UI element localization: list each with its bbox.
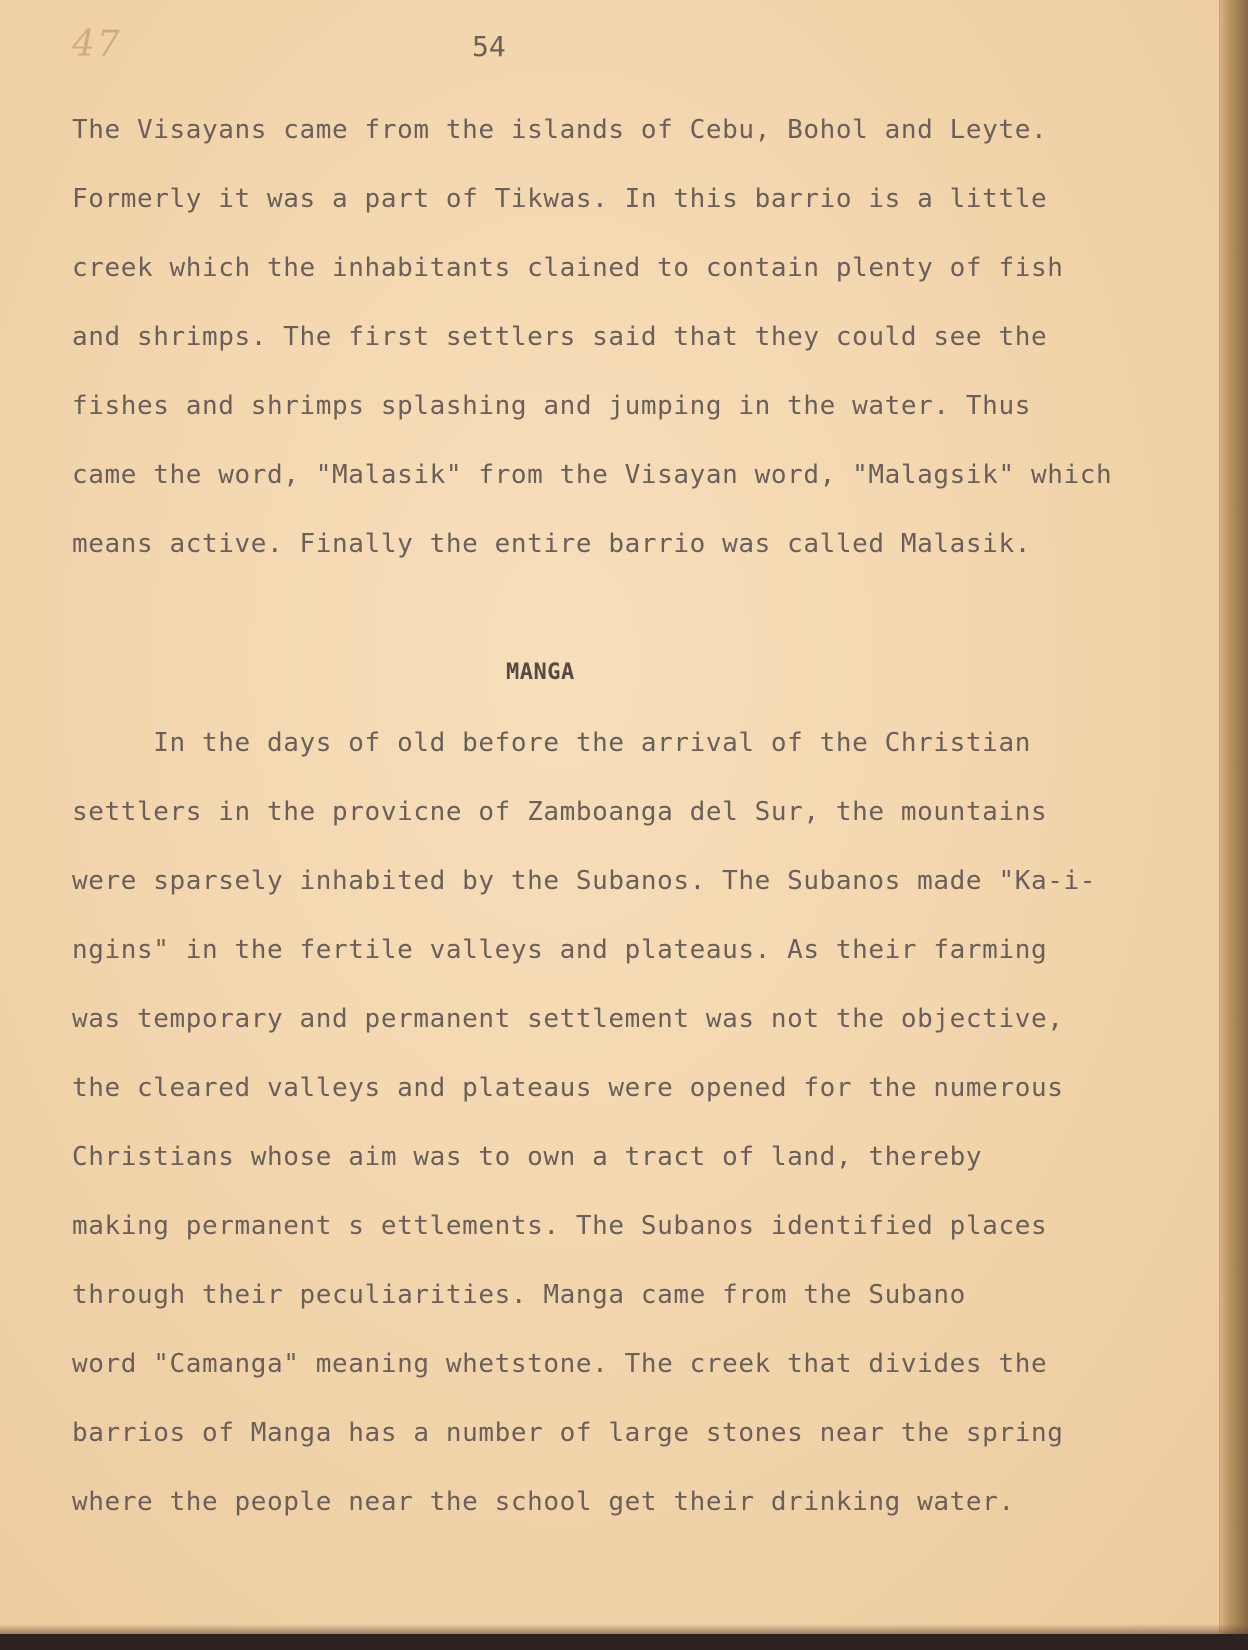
bottom-shadow [0,1624,1248,1634]
page-binding-edge [1220,0,1248,1650]
paragraph-line: means active. Finally the entire barrio was called Malasik. [72,529,1031,559]
paragraph-line: were sparsely inhabited by the Subanos. The Subanos made "Ka-i- [72,866,1096,896]
paragraph-line: was temporary and permanent settlement was not the objective, [72,1004,1064,1034]
paragraph-line: through their peculiarities. Manga came from the Subano [72,1280,966,1310]
bottom-scan-border [0,1634,1248,1650]
paragraph-line: Formerly it was a part of Tikwas. In this barrio is a little [72,184,1048,214]
paragraph-line: and shrimps. The first settlers said that they could see the [72,322,1048,352]
paragraph-line: barrios of Manga has a number of large stones near the spring [72,1418,1064,1448]
page-number: 54 [472,30,506,63]
paragraph-line: ngins" in the fertile valleys and plateaus. As their farming [72,935,1048,965]
section-heading: MANGA [506,660,575,685]
paragraph-line: fishes and shrimps splashing and jumping in the water. Thus [72,391,1031,421]
paragraph-line: Christians whose aim was to own a tract of land, thereby [72,1142,983,1172]
paragraph-line: came the word, "Malasik" from the Visayan word, "Malagsik" which [72,460,1113,490]
paragraph-line: making permanent s ettlements. The Subanos identified places [72,1211,1048,1241]
paragraph-line: settlers in the provicne of Zamboanga del Sur, the mountains [72,797,1048,827]
paragraph-line: In the days of old before the arrival of the Christian [72,728,1031,758]
folio-mark: 47 [72,24,122,65]
paragraph-line: creek which the inhabitants clained to contain plenty of fish [72,253,1064,283]
paragraph-line: the cleared valleys and plateaus were opened for the numerous [72,1073,1064,1103]
paragraph-line: word "Camanga" meaning whetstone. The creek that divides the [72,1349,1048,1379]
paragraph-line: The Visayans came from the islands of Cebu, Bohol and Leyte. [72,115,1048,145]
paragraph-line: where the people near the school get their drinking water. [72,1487,1015,1517]
